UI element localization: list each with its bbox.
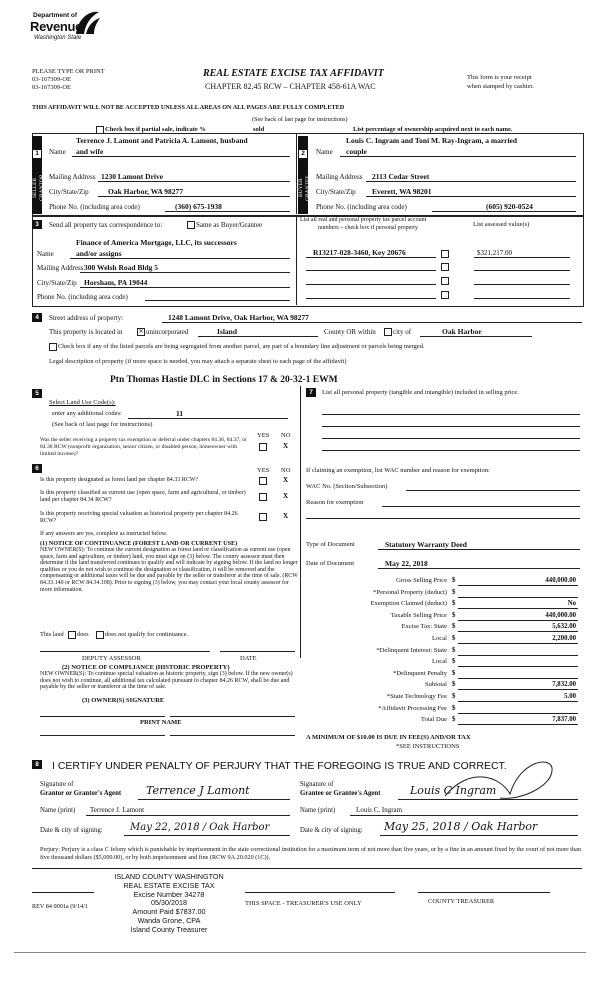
total-label: *Delinquent Penalty <box>392 669 447 677</box>
please-type: PLEASE TYPE OR PRINT <box>32 68 105 75</box>
grantor-date-city: May 22, 2018 / Oak Harbor <box>130 822 270 833</box>
seller-mailing-value: 1230 Lamont Drive <box>101 172 164 181</box>
grantee-signature-flourish-icon <box>440 756 560 806</box>
seller-name-label: Name <box>49 148 66 156</box>
land-use-label: Select Land Use Code(s): <box>49 399 116 406</box>
grantor-agent-label: Grantor or Grantor's Agent <box>40 790 122 797</box>
s6-q3-no-answer: X <box>283 512 289 520</box>
section-1-number: 1 <box>32 149 42 159</box>
receipt-line1: This form is your receipt <box>467 74 532 81</box>
dollar-sign: $ <box>452 588 456 596</box>
seller-phone-label: Phone No. (including area code) <box>49 203 140 211</box>
grantor-signature: Terrence J Lamont <box>146 784 250 797</box>
logo-line1: Department of <box>33 12 78 19</box>
sold-label: sold <box>253 126 265 133</box>
tax-name-line2: and/or assigns <box>76 249 122 258</box>
form-title: REAL ESTATE EXCISE TAX AFFIDAVIT <box>203 68 384 79</box>
county-value: Island <box>217 327 238 336</box>
city-value: Oak Harbor <box>442 327 482 336</box>
total-label: Local <box>431 658 447 666</box>
s6-q3: Is this property receiving special valuation as historical property per chapter 84.26 RCW? <box>40 511 238 524</box>
see-back-top: (See back of last page for instructions) <box>252 116 348 123</box>
total-label: Subtotal <box>425 681 447 689</box>
grantee-date-city-label: Date & city of signing: <box>300 827 363 834</box>
total-value: 2,200.00 <box>552 635 576 642</box>
notice-1-body: NEW OWNER(S): To continue the current designation as forest land or classification as current use (open space, farm and agriculture, or timber) land, you must sign on (3) below. The county assessor must then determine if the land transferred continues to qualify and will indicate by signing below. If the land no longer qualifies or you do not wish to continue the designation or classification, it will be removed and the compensating or additional taxes will be due and payable by the seller or transferor at the time of sale. (RCW 84.33.140 or RCW 84.34.108). Prior to signing (3) below, you may contact your local county assessor for more information. <box>40 547 298 593</box>
dor-logo <box>30 8 110 48</box>
s6-q2: Is this property classified as current use (open space, farm and agricultural, or timber) land per chapter 84.34 RCW? <box>40 490 246 503</box>
list-percentage: List percentage of ownership acquired next to each name. <box>353 126 513 133</box>
dollar-sign: $ <box>452 681 456 689</box>
dollar-sign: $ <box>452 600 456 608</box>
tax-mailing-label: Mailing Address <box>37 264 84 272</box>
legal-desc-value: Ptn Thomas Hastie DLC in Sections 17 & 20-32-1 EWM <box>110 375 338 385</box>
minimum-fee-note: A MINIMUM OF $10.00 IS DUE IN FEE(S) AND/OR TAX <box>306 734 471 741</box>
deputy-assessor-label: DEPUTY ASSESSOR <box>82 655 141 662</box>
segregated-label: Check box if any of the listed parcels are being segregated from another parcel, are part of a boundary line adjustment or parcels being merged. <box>58 343 425 350</box>
seller-city-label: City/State/Zip <box>49 188 89 196</box>
seller-mailing-label: Mailing Address <box>49 173 96 181</box>
s5-question: Was the seller receiving a property tax exemption or deferral under chapters 84.36, 84.37, or 84.38 RCW (nonprofit organization, senior citizen, or disabled person, homeowner with limited income)? <box>40 437 247 457</box>
land-does-not-label: does not qualify for continuance. <box>105 631 189 638</box>
seller-phone-value: (360) 675-1938 <box>175 202 222 211</box>
grantee-agent-label: Grantee or Grantee's Agent <box>300 790 381 797</box>
section-2-number: 2 <box>298 149 308 159</box>
s5-yes-checkbox[interactable] <box>259 443 267 451</box>
perjury-notice: Perjury: Perjury is a class C felony which is punishable by imprisonment in the state correctional institution for a maximum term of not more than five years, or by a fine in an amount fixed by the court of not more than five thousand dollars ($5,000.00), or by both imprisonment and fine (RCW 9A.20.020 (1C)). <box>40 846 581 861</box>
reason-label: Reason for exemption <box>306 499 364 506</box>
s5-no: NO <box>281 432 291 439</box>
buyer-name-line1: Louis C. Ingram and Toni M. Ray-Ingram, a married <box>346 136 518 145</box>
total-label: Gross Selling Price <box>396 577 447 584</box>
section-6-number: 6 <box>32 464 42 473</box>
grantee-date-city: May 25, 2018 / Oak Harbor <box>384 820 538 833</box>
dollar-sign: $ <box>452 716 456 724</box>
buyer-name-line2: couple <box>346 147 367 156</box>
tax-name-line1: Finance of America Mortgage, LLC, its successors <box>76 238 237 247</box>
land-use-code: 11 <box>176 409 184 418</box>
buyer-city-label: City/State/Zip <box>316 188 356 196</box>
form-code-1: 03-167309-OE <box>32 76 71 83</box>
partial-sale-label: Check box if partial sale, indicate % <box>105 126 206 133</box>
same-as-buyer-checkbox[interactable] <box>187 221 195 229</box>
parcel-head-2: numbers – check box if personal property <box>318 225 418 231</box>
seller-city-value: Oak Harbor, WA 98277 <box>108 187 184 196</box>
s5-yes: YES <box>257 432 270 439</box>
located-label: This property is located in <box>49 328 123 336</box>
grantor-name-print: Terrence J. Lamont <box>90 806 145 814</box>
date-label: DATE <box>240 655 257 662</box>
s6-q1-yes-checkbox[interactable] <box>259 477 267 485</box>
land-does-not-checkbox[interactable] <box>96 631 104 639</box>
tax-mailing-value: 300 Welsh Road Bldg 5 <box>84 263 159 272</box>
grantor-name-print-label: Name (print) <box>40 807 76 814</box>
wac-label: WAC No. (Section/Subsection) <box>306 483 388 490</box>
this-land-label: This land <box>40 631 64 638</box>
assessed-head: List assessed value(s) <box>473 221 530 228</box>
signature-of-label-2: Signature of <box>300 781 334 788</box>
print-name-label: PRINT NAME <box>140 719 182 726</box>
total-label: Excise Tax: State <box>401 623 447 631</box>
grantee-signature: Louis C Ingram <box>410 784 497 797</box>
treasurer-space-label: THIS SPACE - TREASURER'S USE ONLY <box>245 900 362 907</box>
parcel-number: R13217-028-3460, Key 20676 <box>313 248 406 257</box>
tax-phone-label: Phone No. (including area code) <box>37 293 128 301</box>
street-value: 1248 Lamont Drive, Oak Harbor, WA 98277 <box>168 313 309 322</box>
buyer-mailing-label: Mailing Address <box>316 173 363 181</box>
notice-1-title: (1) NOTICE OF CONTINUANCE (FOREST LAND OR CURRENT USE) <box>40 540 238 547</box>
signature-of-label-1: Signature of <box>40 781 74 788</box>
buyer-mailing-value: 2113 Cedar Street <box>372 172 430 181</box>
parcel-head-1: List all real and personal property tax parcel account <box>300 217 427 223</box>
section-7-number: 7 <box>306 388 316 397</box>
s6-q2-no-answer: X <box>283 492 289 500</box>
stamp-line: ISLAND COUNTY WASHINGTON <box>114 872 224 881</box>
parcel-personal-checkbox-2[interactable] <box>441 263 449 271</box>
total-value: 440,000.00 <box>545 611 576 619</box>
dollar-sign: $ <box>452 646 456 654</box>
dollar-sign: $ <box>452 693 456 700</box>
same-as-buyer-label: Same as Buyer/Grantee <box>196 221 263 229</box>
s6-q2-yes-checkbox[interactable] <box>259 493 267 501</box>
parcel-personal-checkbox-4[interactable] <box>441 291 449 299</box>
county-treasurer-label: COUNTY TREASURER <box>428 898 495 905</box>
seller-name-line1: Terrence J. Lamont and Patricia A. Lamont, husband <box>76 136 248 145</box>
parcel-personal-checkbox-1[interactable] <box>441 250 449 258</box>
dollar-sign: $ <box>452 635 456 642</box>
form-code-2: 03-167309-OE <box>32 84 71 91</box>
treasurer-stamp <box>104 873 234 935</box>
street-label: Street address of property: <box>49 314 124 322</box>
section-5-number: 5 <box>32 389 42 398</box>
unincorporated-label: unincorporated <box>146 328 189 336</box>
buyer-phone-label: Phone No. (including area code) <box>316 203 407 211</box>
doc-date-value: May 22, 2018 <box>385 559 428 568</box>
dollar-sign: $ <box>452 577 456 584</box>
total-value: 440,000.00 <box>545 577 576 584</box>
city-of-checkbox[interactable] <box>384 328 392 336</box>
stamp-line: Island County Treasurer <box>130 924 208 934</box>
total-label: Taxable Selling Price <box>390 611 447 619</box>
see-back-5: (See back of last page for instructions) <box>52 421 153 428</box>
stamp-line: 05/30/2018 <box>151 898 187 908</box>
unincorporated-checkbox[interactable]: ✕ <box>138 329 144 335</box>
total-value: 7,832.00 <box>552 681 576 689</box>
tax-city-label: City/State/Zip <box>37 279 77 287</box>
notice-2-title: (2) NOTICE OF COMPLIANCE (HISTORIC PROPERTY) <box>62 664 230 671</box>
exemption-label: If claiming an exemption, list WAC number and reason for exemption: <box>306 467 490 474</box>
land-does-checkbox[interactable] <box>68 631 76 639</box>
dollar-sign: $ <box>452 704 456 712</box>
s6-q3-yes-checkbox[interactable] <box>259 513 267 521</box>
doc-date-label: Date of Document <box>306 560 355 567</box>
owner-signature-label: (3) OWNER(S) SIGNATURE <box>82 697 165 704</box>
receipt-line2: when stamped by cashier. <box>467 83 534 90</box>
stamp-line: Amount Paid $7837.00 <box>132 907 206 917</box>
certify-statement: I CERTIFY UNDER PENALTY OF PERJURY THAT THE FOREGOING IS TRUE AND CORRECT. <box>52 760 507 772</box>
warning-text: THIS AFFIDAVIT WILL NOT BE ACCEPTED UNLESS ALL AREAS ON ALL PAGES ARE FULLY COMPLETED <box>32 104 345 111</box>
total-value: 5.00 <box>564 693 576 700</box>
total-label: *Personal Property (deduct) <box>373 588 447 596</box>
city-of-label: city of <box>393 328 412 336</box>
stamp-line: REAL ESTATE EXCISE TAX <box>123 880 215 890</box>
logo-line2: Revenue <box>30 19 83 34</box>
s5-no-answer: X <box>283 442 289 450</box>
section-3-number: 3 <box>32 220 42 229</box>
s6-no: NO <box>281 467 291 474</box>
dollar-sign: $ <box>452 623 456 631</box>
assessed-value: $321,217.00 <box>477 249 512 257</box>
notice-2-body: NEW OWNER(S): To continue special valuation as historic property, sign (3) below. If the new owner(s) does not wish to continue, all additional tax calculated pursuant to chapter 84.26 RCW, shall be due and payable by the seller or transferor at the time of sale. <box>40 671 293 691</box>
grantee-name-print-label: Name (print) <box>300 807 336 814</box>
segregated-checkbox[interactable] <box>49 343 57 351</box>
tax-city-value: Horsham, PA 19044 <box>84 278 148 287</box>
grantor-date-city-label: Date & city of signing: <box>40 827 103 834</box>
total-label: *State Technology Fee <box>386 693 447 700</box>
parcel-personal-checkbox-3[interactable] <box>441 277 449 285</box>
logo-line3: Washington State <box>34 35 82 41</box>
legal-desc-label: Legal description of property (if more space is needed, you may attach a separate sheet to each page of the affidavit) <box>49 358 347 365</box>
county-or-label: County OR within <box>324 328 376 336</box>
grantee-name-print: Louis C. Ingram <box>356 806 403 814</box>
doc-type-value: Statutory Warranty Deed <box>385 540 467 549</box>
s6-q1: Is this property designated as forest land per chapter 84.33 RCW? <box>40 477 199 483</box>
seller-name-line2: and wife <box>76 147 104 156</box>
total-value: No <box>567 600 576 608</box>
buyer-phone-value: (605) 920-0524 <box>486 202 533 211</box>
total-label: Local <box>431 635 447 642</box>
buyer-grantee-tag: BUYER GRANTEE <box>298 168 308 208</box>
land-does-label: does <box>77 631 89 638</box>
total-value: 7,837.00 <box>552 716 576 724</box>
total-label: *Delinquent Interest: State <box>376 646 447 654</box>
stamp-line: Wanda Grone, CPA <box>137 915 201 925</box>
dollar-sign: $ <box>452 611 456 619</box>
send-tax-label: Send all property tax correspondence to: <box>49 221 163 229</box>
total-label: Total Due <box>420 716 447 724</box>
section-8-number: 8 <box>32 760 42 769</box>
doc-type-label: Type of Document <box>306 541 355 548</box>
see-instructions: *SEE INSTRUCTIONS <box>396 743 460 750</box>
form-subtitle: CHAPTER 82.45 RCW – CHAPTER 458-61A WAC <box>205 82 376 91</box>
s6-q1-no-answer: X <box>283 476 289 484</box>
total-label: *Affidavit Processing Fee <box>378 704 447 712</box>
seller-grantor-tag: SELLER GRANTOR <box>32 168 42 208</box>
total-label: Exemption Claimed (deduct) <box>370 600 447 608</box>
dollar-sign: $ <box>452 669 456 677</box>
buyer-name-label: Name <box>316 148 333 156</box>
rev-code: REV 84 0001a (9/14/1 <box>32 903 89 910</box>
stamp-line: Excise Number 34278 <box>133 889 205 899</box>
any-answers: If any answers are yes, complete as instructed below. <box>40 531 168 537</box>
personal-property-label: List all personal property (tangible and intangible) included in selling price. <box>322 389 519 396</box>
section-4-number: 4 <box>32 313 42 322</box>
total-value: 5,632.00 <box>552 623 576 631</box>
additional-codes-label: enter any additional codes: <box>52 410 122 417</box>
s6-yes: YES <box>257 467 270 474</box>
dollar-sign: $ <box>452 658 456 666</box>
buyer-city-value: Everett, WA 98201 <box>372 187 432 196</box>
tax-name-label: Name <box>37 250 54 258</box>
